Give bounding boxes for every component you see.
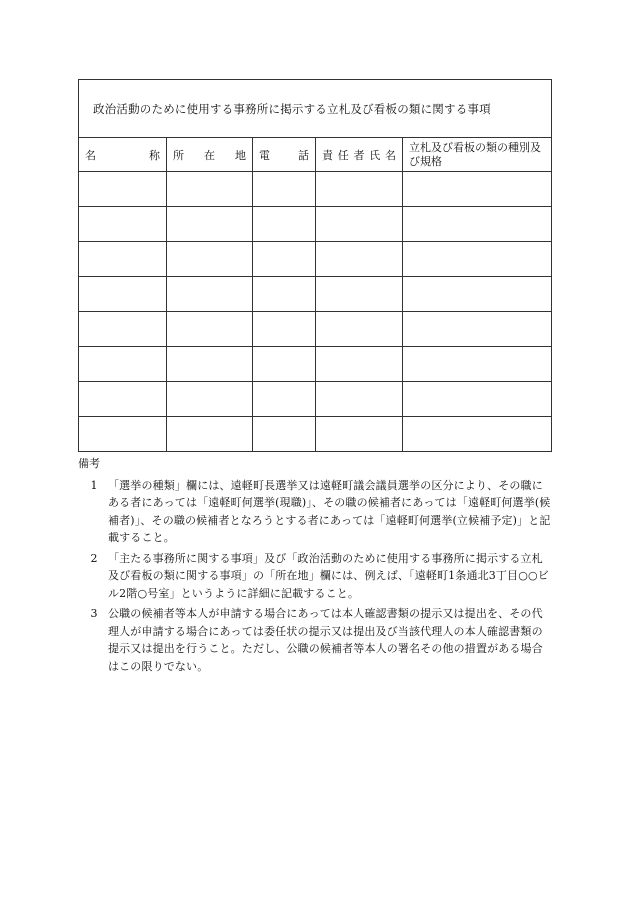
name-cell[interactable] <box>79 417 167 452</box>
phone-cell[interactable] <box>253 417 316 452</box>
manager-cell[interactable] <box>316 172 403 207</box>
name-cell[interactable] <box>79 347 167 382</box>
table-row <box>79 347 552 382</box>
manager-cell[interactable] <box>316 312 403 347</box>
note-number: 2 <box>90 551 98 565</box>
phone-cell[interactable] <box>253 172 316 207</box>
name-cell[interactable] <box>79 207 167 242</box>
manager-cell[interactable] <box>316 242 403 277</box>
manager-cell[interactable] <box>316 382 403 417</box>
notes-title: 備考 <box>78 457 100 470</box>
sign-type-cell[interactable] <box>403 347 552 382</box>
signboard-form-table <box>78 79 552 452</box>
location-cell[interactable] <box>167 312 253 347</box>
table-row <box>79 172 552 207</box>
note-number: 1 <box>90 478 98 492</box>
table-row <box>79 382 552 417</box>
table-row <box>79 417 552 452</box>
location-cell[interactable] <box>167 207 253 242</box>
sign-type-cell[interactable] <box>403 207 552 242</box>
phone-cell[interactable] <box>253 277 316 312</box>
note-item <box>78 550 552 603</box>
location-cell[interactable] <box>167 172 253 207</box>
note-text: 「主たる事務所に関する事項」及び「政治活動のために使用する事務所に掲示する立札及び看板の類に関する事項」の「所在地」欄には、例えば、「遠軽町1条通北3丁目○○ビル2階○号室」というように詳細に記載すること。 <box>108 551 549 600</box>
phone-cell[interactable] <box>253 207 316 242</box>
table-row <box>79 207 552 242</box>
phone-cell[interactable] <box>253 347 316 382</box>
sign-type-cell[interactable] <box>403 312 552 347</box>
sign-type-cell[interactable] <box>403 417 552 452</box>
sign-type-cell[interactable] <box>403 277 552 312</box>
phone-cell[interactable] <box>253 382 316 417</box>
name-cell[interactable] <box>79 172 167 207</box>
name-cell[interactable] <box>79 242 167 277</box>
location-cell[interactable] <box>167 277 253 312</box>
sign-type-cell[interactable] <box>403 382 552 417</box>
name-cell[interactable] <box>79 382 167 417</box>
manager-cell[interactable] <box>316 347 403 382</box>
header-manager: 責 任 者 氏 名 <box>316 138 403 172</box>
location-cell[interactable] <box>167 417 253 452</box>
manager-cell[interactable] <box>316 417 403 452</box>
note-text: 「選挙の種類」欄には、遠軽町長選挙又は遠軽町議会議員選挙の区分により、その職にある者にあっては「遠軽町何選挙(現職)」、その職の候補者にあっては「遠軽町何選挙(候補者)」、その職の候補者となろうとする者にあっては「遠軽町何選挙(立候補予定)」と記載すること。 <box>108 478 551 544</box>
location-cell[interactable] <box>167 347 253 382</box>
note-item <box>78 605 552 675</box>
table-row <box>79 242 552 277</box>
table-title: 政治活動のために使用する事務所に掲示する立札及び看板の類に関する事項 <box>79 80 552 138</box>
note-item <box>78 477 552 547</box>
phone-cell[interactable] <box>253 312 316 347</box>
name-cell[interactable] <box>79 312 167 347</box>
phone-cell[interactable] <box>253 242 316 277</box>
sign-type-cell[interactable] <box>403 172 552 207</box>
location-cell[interactable] <box>167 242 253 277</box>
header-location: 所 在 地 <box>167 138 253 172</box>
notes-section <box>78 455 552 678</box>
name-cell[interactable] <box>79 277 167 312</box>
note-text: 公職の候補者等本人が申請する場合にあっては本人確認書類の提示又は提出を、その代理人が申請する場合にあっては委任状の提示又は提出及び当該代理人の本人確認書類の提示又は提出を行うこと。ただし、公職の候補者等本人の署名その他の措置がある場合はこの限りでない。 <box>108 607 543 673</box>
header-phone: 電 話 <box>253 138 316 172</box>
manager-cell[interactable] <box>316 207 403 242</box>
header-name: 名 称 <box>79 138 167 172</box>
header-sign-type: 立札及び看板の類の種別及び規格 <box>403 138 552 172</box>
table-row <box>79 277 552 312</box>
manager-cell[interactable] <box>316 277 403 312</box>
location-cell[interactable] <box>167 382 253 417</box>
note-number: 3 <box>90 607 98 620</box>
table-row <box>79 312 552 347</box>
sign-type-cell[interactable] <box>403 242 552 277</box>
